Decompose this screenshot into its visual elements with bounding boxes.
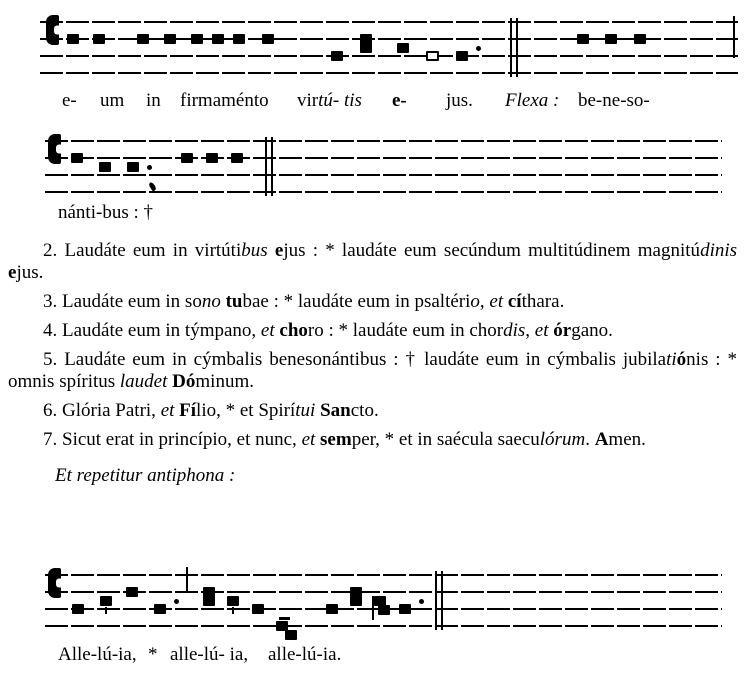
text-segment: tui	[295, 400, 316, 421]
psalm-verse-2	[8, 240, 737, 284]
neume-dot	[476, 46, 481, 51]
text-segment: be-ne-so-	[578, 90, 650, 111]
text-segment: no	[201, 291, 221, 312]
text-segment: tú-	[318, 90, 340, 111]
text-segment: sem	[320, 429, 352, 450]
lyric-word	[505, 90, 559, 112]
neume-punctum	[71, 153, 83, 163]
neume-punctum	[93, 34, 105, 44]
lyric-line-2	[0, 202, 744, 228]
text-segment: jus.	[446, 90, 473, 111]
ictus-tick	[105, 607, 107, 614]
text-segment: ó	[676, 349, 687, 370]
lyric-line-3-alleluia	[0, 644, 744, 670]
neume-punctum	[137, 34, 149, 44]
neume-punctum	[634, 34, 646, 44]
neume-podatus-lower	[360, 43, 372, 53]
ictus-tick	[232, 607, 234, 614]
lyric-word	[58, 202, 153, 224]
staff-line	[45, 174, 722, 176]
end-barline	[733, 16, 735, 58]
text-segment: bus	[241, 240, 268, 261]
staff-line	[45, 574, 722, 576]
text-segment: jus.	[16, 262, 44, 283]
double-barline	[441, 571, 443, 630]
neume-punctum	[426, 51, 439, 61]
text-segment: nis : * omnis spíritus	[8, 349, 737, 392]
text-segment: e	[274, 240, 284, 261]
lyric-word	[446, 90, 473, 112]
lyric-word	[62, 90, 77, 112]
neume-punctum	[577, 34, 589, 44]
text-segment: 6. Glória Patri,	[43, 400, 161, 421]
text-segment: dis	[503, 320, 526, 341]
neume-punctum	[100, 596, 112, 606]
text-segment: Fí	[179, 400, 197, 421]
neume-clivis-upper	[374, 596, 386, 606]
neume-punctum	[456, 51, 468, 61]
lyric-word	[146, 90, 161, 112]
neume-punctum	[164, 34, 176, 44]
neume-punctum	[191, 34, 203, 44]
text-segment: ór	[553, 320, 572, 341]
text-segment: 4. Laudáte eum in týmpano,	[43, 320, 261, 341]
staff-line	[40, 21, 738, 23]
text-segment: e-	[392, 90, 407, 111]
do-clef-icon	[46, 15, 59, 45]
clef-notch	[56, 579, 61, 588]
neume-punctum	[233, 34, 245, 44]
episema-dash	[279, 617, 290, 620]
neume-dot	[174, 599, 179, 604]
neume-punctum	[99, 162, 111, 172]
rubric-et-repetitur	[8, 465, 737, 487]
text-segment: .	[585, 429, 595, 450]
neume-punctum	[231, 153, 243, 163]
neume-podatus-lower	[350, 596, 362, 606]
neume-punctum	[397, 43, 409, 53]
neume-punctum	[326, 604, 338, 614]
lyric-word	[268, 644, 341, 666]
text-segment: in	[146, 90, 161, 111]
text-segment: ,	[479, 291, 490, 312]
text-segment: 7. Sicut erat in princípio, et nunc,	[43, 429, 302, 450]
psalm-verse-5	[8, 349, 737, 393]
lyric-word	[58, 644, 137, 666]
text-segment: Dó	[172, 371, 196, 392]
neume-punctum	[262, 34, 274, 44]
text-segment: laudet	[119, 371, 168, 392]
text-segment: jus : * laudáte eum secúndum multitúdinem magnitú	[283, 240, 701, 261]
chant-staff-3-alleluia	[0, 567, 744, 649]
text-segment: per, * et in saécula saecu	[351, 429, 540, 450]
neume-punctum	[72, 604, 84, 614]
chant-staff-1	[0, 14, 744, 96]
text-segment: tu	[225, 291, 243, 312]
neume-punctum	[127, 162, 139, 172]
text-segment: thara.	[521, 291, 565, 312]
do-clef-icon	[48, 568, 61, 598]
neume-punctum	[154, 604, 166, 614]
neume-punctum	[285, 630, 297, 640]
text-segment: *	[148, 644, 158, 665]
text-segment: o	[470, 291, 480, 312]
neume-punctum	[331, 51, 343, 61]
lyric-word	[148, 644, 158, 666]
double-barline	[265, 137, 267, 196]
do-clef-icon	[48, 134, 61, 164]
neume-punctum	[212, 34, 224, 44]
quarter-barline	[186, 567, 188, 592]
text-segment: ti	[666, 349, 677, 370]
lyric-word	[170, 644, 248, 666]
clef-notch	[54, 26, 59, 35]
neume-dot	[419, 599, 424, 604]
text-segment: ro : * laudáte eum in chor	[307, 320, 504, 341]
text-segment: um	[100, 90, 125, 111]
neume-punctum	[227, 596, 239, 606]
lyric-word	[578, 90, 650, 112]
text-segment: et	[260, 320, 275, 341]
staff-line	[40, 72, 738, 74]
text-segment: et	[160, 400, 175, 421]
text-segment: cí	[507, 291, 522, 312]
psalm-verse-7	[8, 429, 737, 451]
text-segment: men.	[608, 429, 646, 450]
text-segment: A	[594, 429, 609, 450]
text-segment: cho	[279, 320, 308, 341]
text-segment: e	[8, 262, 17, 283]
text-segment: alle-lú-ia.	[268, 644, 342, 665]
text-segment: dinis	[700, 240, 738, 261]
text-segment: et	[301, 429, 316, 450]
lyric-word	[392, 90, 407, 112]
clef-notch	[56, 145, 61, 154]
text-segment: tis	[339, 90, 362, 111]
text-segment: Alle-lú-ia,	[58, 644, 137, 665]
text-segment: Flexa :	[505, 90, 560, 111]
neume-dot	[147, 165, 152, 170]
double-barline	[271, 137, 273, 196]
staff-line	[45, 191, 722, 193]
text-segment: et	[534, 320, 549, 341]
psalm-verses	[8, 240, 737, 494]
double-barline	[510, 18, 512, 77]
text-segment: et	[489, 291, 504, 312]
double-barline	[516, 18, 518, 77]
neume-punctum	[605, 34, 617, 44]
text-segment: San	[320, 400, 351, 421]
neume-punctum	[252, 604, 264, 614]
text-segment: lórum	[539, 429, 586, 450]
text-segment: 2. Laudáte eum in virtúti	[43, 240, 242, 261]
text-segment: lio, * et Spirí	[196, 400, 296, 421]
staff-line	[45, 625, 722, 627]
lyric-line-1	[0, 90, 744, 116]
text-segment: 5. Laudáte eum in cýmbalis benesonántibus : † laudáte eum in cýmbalis jubila	[43, 349, 667, 370]
psalm-verse-6	[8, 400, 737, 422]
text-segment: Et repetitur antiphona :	[55, 465, 236, 486]
text-segment: 3. Laudáte eum in so	[43, 291, 202, 312]
text-segment: cto.	[350, 400, 379, 421]
text-segment: firmaménto	[180, 90, 269, 111]
text-segment: nánti-bus : †	[58, 202, 153, 223]
comma-mark	[148, 181, 157, 191]
staff-line	[40, 55, 738, 57]
neume-punctum	[67, 34, 79, 44]
neume-podatus-lower	[203, 596, 215, 606]
neume-punctum	[399, 604, 411, 614]
text-segment: bae : * laudáte eum in psaltéri	[242, 291, 471, 312]
psalm-verse-3	[8, 291, 737, 313]
text-segment: e-	[62, 90, 77, 111]
text-segment: alle-lú- ia,	[170, 644, 249, 665]
staff-line	[45, 157, 722, 159]
lyric-word	[100, 90, 124, 112]
neume-punctum	[126, 587, 138, 597]
psalm-verse-4	[8, 320, 737, 342]
neume-clivis-lower	[378, 605, 390, 615]
staff-line	[45, 591, 722, 593]
neume-punctum	[181, 153, 193, 163]
double-barline	[435, 571, 437, 630]
lyric-word	[297, 90, 362, 112]
neume-punctum	[206, 153, 218, 163]
text-segment: minum.	[195, 371, 254, 392]
staff-line	[45, 140, 722, 142]
lyric-word	[180, 90, 269, 112]
text-segment: vir	[297, 90, 319, 111]
text-segment: ,	[525, 320, 535, 341]
text-segment: gano.	[571, 320, 613, 341]
text-segment	[268, 240, 275, 261]
